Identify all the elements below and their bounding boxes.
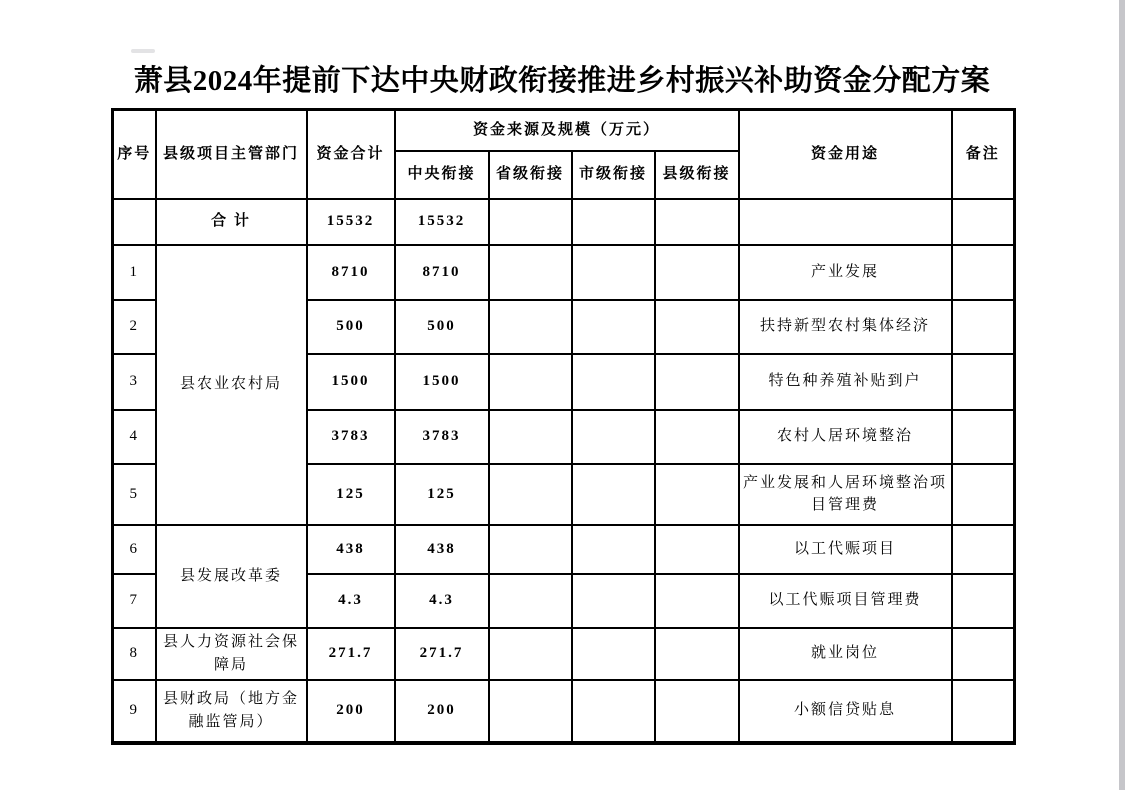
county-cell xyxy=(655,525,739,574)
municipal-cell xyxy=(572,628,655,680)
department-cell: 县发展改革委 xyxy=(156,525,307,628)
central-cell: 500 xyxy=(395,300,489,354)
seq-cell: 3 xyxy=(113,354,156,410)
purpose-cell: 就业岗位 xyxy=(739,628,952,680)
table-row xyxy=(113,628,1015,680)
provincial-cell xyxy=(489,410,572,464)
scan-artifact xyxy=(131,49,155,53)
department-cell: 县财政局（地方金融监管局） xyxy=(156,680,307,743)
col-header-remark: 备注 xyxy=(952,110,1015,199)
remark-cell xyxy=(952,628,1015,680)
purpose-cell: 扶持新型农村集体经济 xyxy=(739,300,952,354)
col-header-total: 资金合计 xyxy=(307,110,395,199)
total-cell: 3783 xyxy=(307,410,395,464)
seq-cell: 5 xyxy=(113,464,156,525)
central-cell: 200 xyxy=(395,680,489,743)
purpose-cell: 产业发展 xyxy=(739,245,952,300)
header-row-top xyxy=(113,110,1015,151)
total-cell: 200 xyxy=(307,680,395,743)
col-header-source-group: 资金来源及规模（万元） xyxy=(395,110,739,151)
col-header-department: 县级项目主管部门 xyxy=(156,110,307,199)
summary-county-cell xyxy=(655,199,739,245)
provincial-cell xyxy=(489,525,572,574)
summary-provincial-cell xyxy=(489,199,572,245)
col-header-county: 县级衔接 xyxy=(655,151,739,199)
col-header-provincial: 省级衔接 xyxy=(489,151,572,199)
county-cell xyxy=(655,410,739,464)
department-cell: 县农业农村局 xyxy=(156,245,307,525)
seq-cell: 8 xyxy=(113,628,156,680)
summary-total-cell: 15532 xyxy=(307,199,395,245)
provincial-cell xyxy=(489,628,572,680)
remark-cell xyxy=(952,464,1015,525)
table-row xyxy=(113,525,1015,574)
county-cell xyxy=(655,574,739,628)
remark-cell xyxy=(952,300,1015,354)
department-cell: 县人力资源社会保障局 xyxy=(156,628,307,680)
central-cell: 3783 xyxy=(395,410,489,464)
summary-seq-cell xyxy=(113,199,156,245)
county-cell xyxy=(655,245,739,300)
remark-cell xyxy=(952,245,1015,300)
central-cell: 4.3 xyxy=(395,574,489,628)
provincial-cell xyxy=(489,574,572,628)
summary-row xyxy=(113,199,1015,245)
seq-cell: 2 xyxy=(113,300,156,354)
col-header-central: 中央衔接 xyxy=(395,151,489,199)
central-cell: 8710 xyxy=(395,245,489,300)
summary-purpose-cell xyxy=(739,199,952,245)
summary-municipal-cell xyxy=(572,199,655,245)
municipal-cell xyxy=(572,245,655,300)
seq-cell: 7 xyxy=(113,574,156,628)
central-cell: 125 xyxy=(395,464,489,525)
municipal-cell xyxy=(572,525,655,574)
purpose-cell: 以工代赈项目管理费 xyxy=(739,574,952,628)
total-cell: 438 xyxy=(307,525,395,574)
purpose-cell: 以工代赈项目 xyxy=(739,525,952,574)
table-row xyxy=(113,245,1015,300)
col-header-municipal: 市级衔接 xyxy=(572,151,655,199)
municipal-cell xyxy=(572,354,655,410)
county-cell xyxy=(655,680,739,743)
seq-cell: 9 xyxy=(113,680,156,743)
municipal-cell xyxy=(572,680,655,743)
total-cell: 1500 xyxy=(307,354,395,410)
total-cell: 125 xyxy=(307,464,395,525)
provincial-cell xyxy=(489,300,572,354)
provincial-cell xyxy=(489,464,572,525)
remark-cell xyxy=(952,410,1015,464)
municipal-cell xyxy=(572,574,655,628)
seq-cell: 4 xyxy=(113,410,156,464)
county-cell xyxy=(655,354,739,410)
page-title: 萧县2024年提前下达中央财政衔接推进乡村振兴补助资金分配方案 xyxy=(133,65,991,97)
page-right-edge xyxy=(1119,0,1125,790)
purpose-cell: 小额信贷贴息 xyxy=(739,680,952,743)
county-cell xyxy=(655,464,739,525)
allocation-table xyxy=(111,108,1016,745)
col-header-purpose: 资金用途 xyxy=(739,110,952,199)
purpose-cell: 产业发展和人居环境整治项目管理费 xyxy=(739,464,952,525)
county-cell xyxy=(655,628,739,680)
municipal-cell xyxy=(572,464,655,525)
central-cell: 1500 xyxy=(395,354,489,410)
total-cell: 8710 xyxy=(307,245,395,300)
purpose-cell: 特色种养殖补贴到户 xyxy=(739,354,952,410)
county-cell xyxy=(655,300,739,354)
remark-cell xyxy=(952,574,1015,628)
provincial-cell xyxy=(489,245,572,300)
total-cell: 500 xyxy=(307,300,395,354)
municipal-cell xyxy=(572,300,655,354)
total-cell: 4.3 xyxy=(307,574,395,628)
purpose-cell: 农村人居环境整治 xyxy=(739,410,952,464)
seq-cell: 6 xyxy=(113,525,156,574)
remark-cell xyxy=(952,354,1015,410)
central-cell: 271.7 xyxy=(395,628,489,680)
seq-cell: 1 xyxy=(113,245,156,300)
col-header-seq: 序号 xyxy=(113,110,156,199)
summary-remark-cell xyxy=(952,199,1015,245)
table-row xyxy=(113,680,1015,743)
summary-label: 合 计 xyxy=(156,199,307,245)
central-cell: 438 xyxy=(395,525,489,574)
remark-cell xyxy=(952,680,1015,743)
summary-central-cell: 15532 xyxy=(395,199,489,245)
remark-cell xyxy=(952,525,1015,574)
municipal-cell xyxy=(572,410,655,464)
total-cell: 271.7 xyxy=(307,628,395,680)
provincial-cell xyxy=(489,680,572,743)
provincial-cell xyxy=(489,354,572,410)
